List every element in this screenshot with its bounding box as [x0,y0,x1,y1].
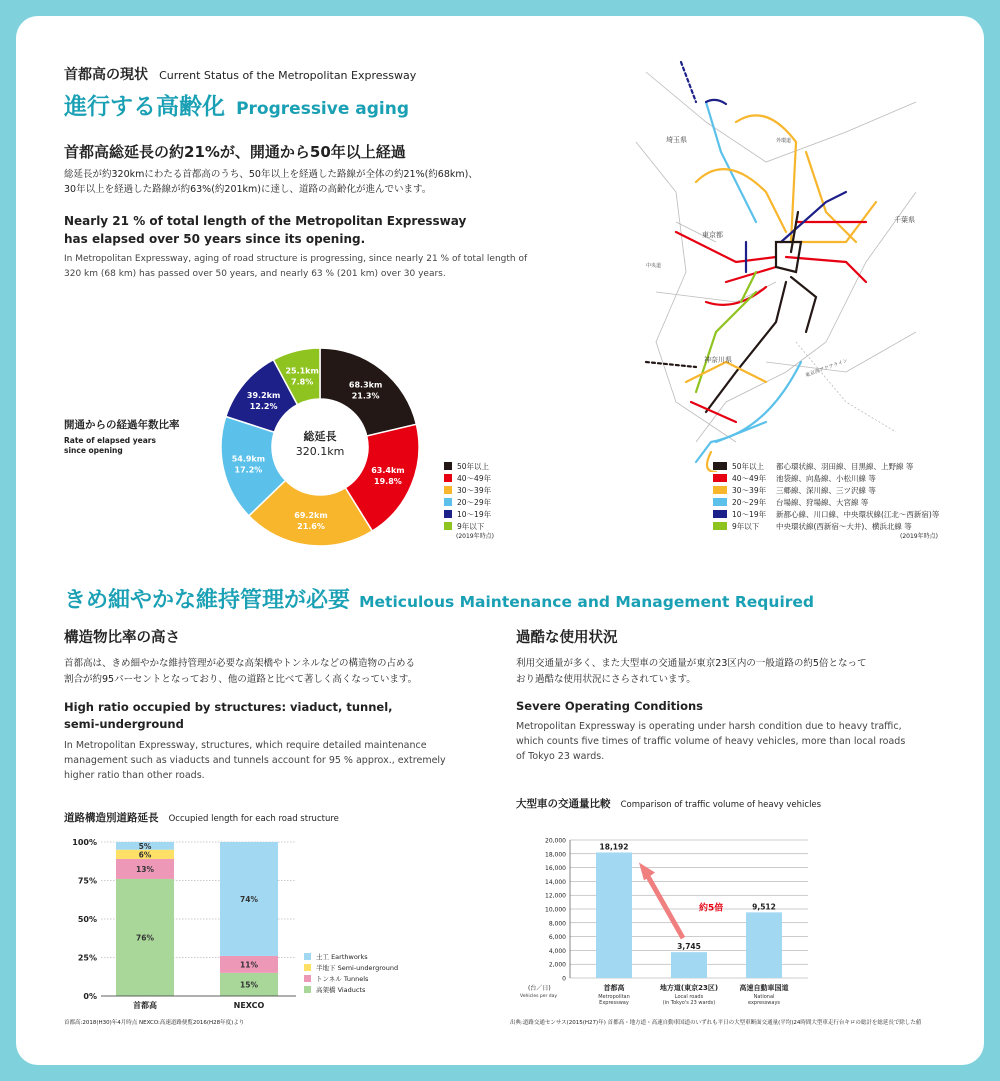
map-legend-item [713,484,939,496]
donut-center-title: 総延長 [303,430,337,443]
structure-legend-item [304,984,398,995]
legend-swatch [444,462,452,470]
legend-label: 土工 Earthworks [316,953,368,961]
traffic-bar-label: 9,512 [752,902,776,912]
donut-slice-pct: 17.2% [234,465,263,475]
y-tick-label: 18,000 [545,851,566,859]
legend-swatch [304,964,311,971]
structure-legend [304,951,398,995]
y-tick-label: 16,000 [545,865,566,873]
y-tick-label: 0 [562,975,566,983]
donut-slice-pct: 12.2% [249,401,278,411]
left-body-jp [64,656,417,688]
left-body-en [64,738,446,783]
comparison-annotation: 約5倍 [699,903,724,914]
x-tick-label: 高速自動車国道 [739,984,789,992]
right-body-en-line: Metropolitan Expressway is operating under harsh condition due to heavy traffic, [516,721,902,732]
left-chart-title-jp: 道路構造別道路延長 [64,812,159,824]
legend-swatch [444,474,452,482]
body-jp-line: 総延長が約320kmにわたる首都高のうち、50年以上を経過した路線が全体の約21%(約68km)、 [64,169,478,180]
stack-segment-label: 76% [136,933,154,943]
route-map [616,42,956,472]
legend-label: 半地下 Semi-underground [316,964,399,972]
right-body-jp-line: 利用交通量が多く、また大型車の交通量が東京23区内の一般道路の約5倍となって [516,658,867,669]
legend-swatch [444,498,452,506]
map-label: 千葉県 [894,216,915,224]
x-tick-sublabel: Expressway [599,1000,629,1006]
traffic-bar-label: 3,745 [677,942,701,952]
map-label: 中央道 [646,263,662,269]
traffic-bar [746,912,782,978]
donut-slice-pct: 7.8% [291,377,314,387]
headline-jp: 首都高総延長の約21%が、開通から50年以上経過 [64,143,406,161]
y-tick-label: 8,000 [548,920,566,928]
legend-years: 40～49年 [732,473,767,483]
legend-label: 40～49年 [457,473,492,483]
donut-legend-item [444,472,491,484]
legend-swatch [304,953,311,960]
structure-chart [56,828,416,1026]
x-tick-label: 首都高 [603,984,625,992]
y-tick-label: 4,000 [548,947,566,955]
x-tick-label: 地方道(東京23区) [659,984,719,992]
donut-slice-pct: 21.6% [297,521,325,531]
donut-legend-item [444,508,491,520]
donut-slice-pct: 21.3% [351,391,380,401]
traffic-bar [671,952,707,978]
donut-legend-note: (2019年時点) [456,533,494,540]
traffic-bar-label: 18,192 [599,842,629,852]
right-chart-title-en: Comparison of traffic volume of heavy vehicles [620,800,822,810]
map-label: 東京湾アクアライン [804,357,849,379]
map-legend-item [713,496,939,508]
legend-routes: 台場線、狩場線、大宮線 等 [776,497,869,507]
x-tick-sublabel: expressways [747,1000,781,1006]
map-legend-item [713,460,939,472]
x-tick-label: NEXCO [233,1001,265,1010]
stack-segment-label: 11% [240,960,258,970]
donut-caption-en [64,436,180,456]
map-labels [646,135,915,379]
donut-legend-item [444,460,491,472]
donut-legend-item [444,484,491,496]
donut-slice-km: 63.4km [371,466,405,476]
left-body-en-line: management such as viaducts and tunnels account for 95 % approx., extremely [64,755,446,766]
left-body-jp-line: 首都高は、きめ細やかな維持管理が必要な高架橋やトンネルなどの構造物の占める [64,658,416,669]
content-panel [16,16,984,1065]
left-head-jp: 構造物比率の高さ [64,630,180,646]
stack-segment-label: 13% [136,864,154,874]
map-label: 神奈川県 [704,356,732,364]
legend-swatch [713,510,727,518]
section-title-en: Progressive aging [236,99,410,119]
traffic-chart [510,814,840,1012]
donut-caption-jp: 開通からの経過年数比率 [64,419,180,431]
donut-slice-pct: 19.8% [374,477,402,487]
headline-en-line: Nearly 21 % of total length of the Metropolitan Expressway [64,214,467,228]
y-tick-label: 10,000 [545,906,566,914]
y-tick-label: 0% [83,992,97,1001]
structure-legend-item [304,962,398,973]
y-unit-jp: (台／日) [528,985,551,992]
legend-routes: 三郷線、深川線、三ツ沢線 等 [776,485,876,495]
x-tick-label: 首都高 [133,1001,157,1010]
legend-swatch [713,474,727,482]
headline-en [64,212,466,248]
legend-routes: 中央環状線(西新宿～大井)、横浜北線 等 [776,521,912,531]
map-legend-note: (2019年時点) [900,533,938,540]
legend-swatch [713,462,727,470]
map-label: 外環道 [776,138,792,144]
map-routes [646,62,876,472]
legend-routes: 都心環状線、羽田線、目黒線、上野線 等 [776,461,914,471]
legend-years: 30～39年 [732,485,767,495]
legend-swatch [444,522,452,530]
y-tick-label: 50% [77,915,97,924]
right-chart-title-jp: 大型車の交通量比較 [516,798,611,810]
body-en-line: 320 km (68 km) has passed over 50 years, and nearly 63 % (201 km) over 30 years. [64,269,446,279]
legend-swatch [444,510,452,518]
donut-slice-km: 69.2km [294,510,328,520]
map-legend-item [713,472,939,484]
left-chart-title [64,806,339,825]
left-body-en-line: In Metropolitan Expressway, structures, which require detailed maintenance [64,740,427,751]
right-body-en-line: which counts five times of traffic volume of heavy vehicles, more than local roads [516,736,906,747]
y-tick-label: 25% [77,953,97,963]
map-label: 埼玉県 [666,136,687,144]
legend-routes: 新都心線、川口線、中央環状線(江北～西新宿)等 [776,509,940,519]
comparison-arrow [648,876,683,938]
left-body-en-line: higher ratio than other roads. [64,770,205,781]
left-head-en-line: High ratio occupied by structures: viaduct, tunnel, [64,700,393,714]
donut-slice-km: 68.3km [348,380,383,390]
legend-routes: 池袋線、向島線、小松川線 等 [776,473,876,483]
legend-swatch [444,486,452,494]
donut-caption-en-line: since opening [64,446,123,455]
donut-slice-km: 54.9km [231,454,266,464]
section2-title-en: Meticulous Maintenance and Management Required [359,593,815,611]
map-legend-item [713,508,939,520]
legend-swatch [304,975,311,982]
right-body-en-line: of Tokyo 23 wards. [516,751,605,762]
legend-swatch [713,498,727,506]
y-unit-en: Vehicles per day [520,994,558,999]
y-tick-label: 12,000 [545,892,566,900]
legend-years: 20～29年 [732,497,767,507]
x-tick-sublabel: Metropolitan [598,994,630,1000]
donut-legend [444,460,491,532]
section-label [64,64,416,84]
legend-label: トンネル Tunnels [316,975,369,983]
legend-swatch [713,486,727,494]
y-tick-label: 100% [72,838,97,847]
body-en [64,252,527,282]
headline-en-line: has elapsed over 50 years since its opening. [64,232,366,246]
right-body-en [516,719,905,764]
donut-slice-km: 39.2km [246,390,281,400]
x-tick-sublabel: National [753,994,775,1000]
section-title-jp: 進行する高齢化 [64,94,225,120]
stack-segment-label: 74% [240,894,258,904]
legend-label: 高架橋 Viaducts [316,986,366,994]
legend-label: 9年以下 [457,521,485,531]
left-body-jp-line: 割合が約95パーセントとなっており、他の道路と比べて著しく高くなっています。 [64,674,418,685]
right-source: 出典:道路交通センサス(2015(H27)年) 首都高・地方道・高速自動車国道のいずれも平日の大型車断面交通量(平均)24時間大型車走行台キロの総計を総延長で除した値 [510,1020,922,1026]
section-title [64,88,409,121]
donut-chart [206,316,456,546]
body-jp-line: 30年以上を経過した路線が約63%(約201km)に達し、道路の高齢化が進んでいます。 [64,184,432,195]
legend-label: 30～39年 [457,485,492,495]
legend-label: 10～19年 [457,509,492,519]
map-legend [713,460,939,532]
legend-swatch [713,522,727,530]
left-chart-title-en: Occupied length for each road structure [168,814,339,824]
donut-legend-item [444,496,491,508]
left-head-en-line: semi-underground [64,717,184,731]
legend-label: 50年以上 [457,461,490,471]
section-label-jp: 首都高の現状 [64,67,148,83]
y-tick-label: 20,000 [545,837,566,845]
donut-caption-en-line: Rate of elapsed years [64,436,156,445]
section2-title-jp: きめ細やかな維持管理が必要 [64,588,351,613]
section2-title [64,583,814,614]
y-tick-label: 2,000 [548,961,566,969]
stack-segment-label: 6% [138,850,152,860]
right-chart-title [516,792,821,811]
structure-legend-item [304,951,398,962]
legend-years: 9年以下 [732,521,760,531]
legend-years: 10～19年 [732,509,767,519]
right-head-jp: 過酷な使用状況 [516,630,618,646]
body-en-line: In Metropolitan Expressway, aging of road structure is progressing, since nearly 21 % of total length of [64,254,528,264]
section-label-en: Current Status of the Metropolitan Expressway [159,69,417,82]
stack-segment-label: 15% [240,980,258,990]
structure-legend-item [304,973,398,984]
right-body-jp [516,656,866,688]
donut-center-value: 320.1km [295,445,345,458]
body-jp [64,167,478,197]
donut-caption [64,417,180,456]
stack-segment-label: 5% [138,841,152,851]
legend-years: 50年以上 [732,461,765,471]
legend-label: 20～29年 [457,497,492,507]
y-tick-label: 14,000 [545,878,566,886]
y-tick-label: 75% [77,876,97,886]
legend-swatch [304,986,311,993]
comparison-arrow-head [639,862,655,880]
left-head-en [64,699,393,733]
donut-slice-km: 25.1km [285,366,319,376]
x-tick-sublabel: (in Tokyo's 23 wards) [662,1000,716,1006]
left-source: 首都高:2018(H30)年4月時点 NEXCO:高速道路便覧2016(H28年度)より [64,1020,245,1026]
traffic-bar [596,852,632,978]
right-head-en: Severe Operating Conditions [516,699,704,713]
map-label: 東京都 [702,231,723,239]
right-body-jp-line: おり過酷な使用状況にさらされています。 [516,674,696,685]
y-tick-label: 6,000 [548,934,566,942]
x-tick-sublabel: Local roads [674,994,704,1000]
